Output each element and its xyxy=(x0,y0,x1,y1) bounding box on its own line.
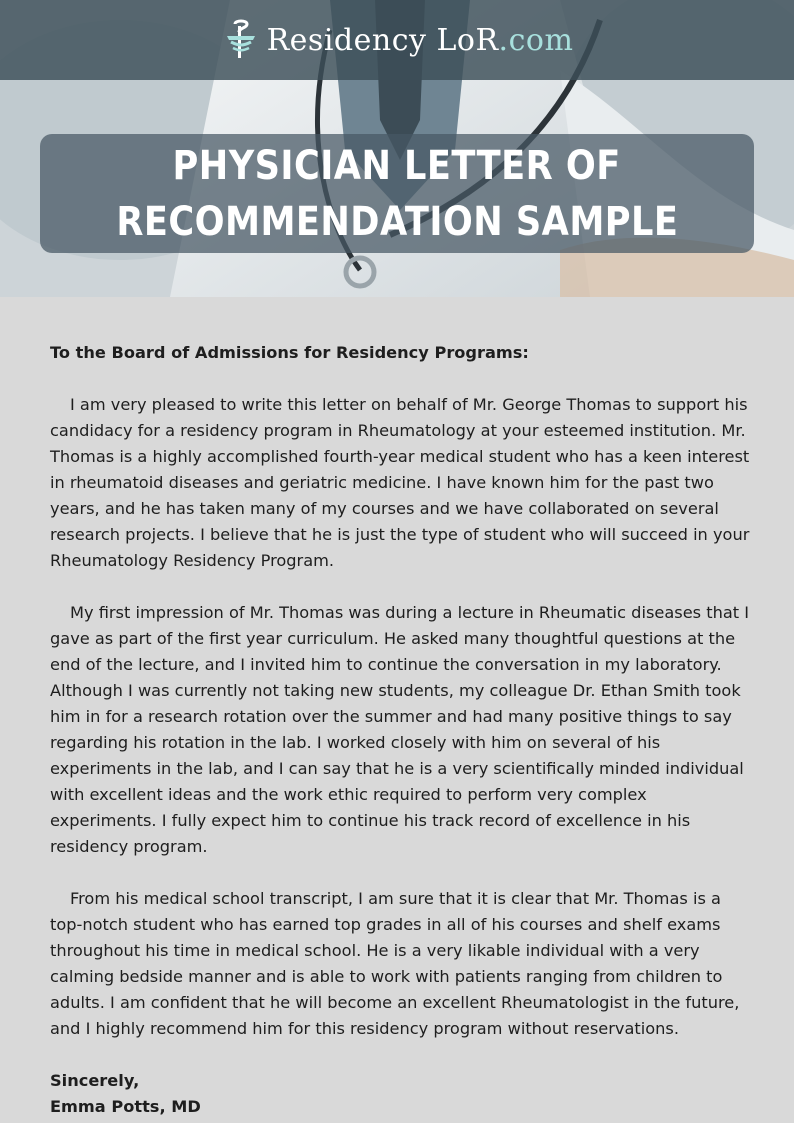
page-title-line-2: RECOMMENDATION SAMPLE xyxy=(115,198,679,245)
caduceus-icon xyxy=(221,18,261,62)
letter-body xyxy=(50,340,750,1120)
paragraph-3: From his medical school transcript, I am sure that it is clear that Mr. Thomas is a top-notch student who has earned top grades in all of his courses and shelf exams throughout his time in medical school. He is a very likable individual with a very calming bedside manner and is able to work with patients ranging from children to adults. I am confident that he will become an excellent Rheumatologist in the future, and I highly recommend him for this residency program without reservations. xyxy=(50,889,740,1038)
logo-suffix: .com xyxy=(498,22,574,58)
signature: Emma Potts, MD xyxy=(50,1097,201,1116)
logo-main: Residency LoR xyxy=(266,22,499,58)
paragraph-1: I am very pleased to write this letter on behalf of Mr. George Thomas to support his candidacy for a residency program in Rheumatology at your esteemed institution. Mr. Thomas is a highly accomplished fourth-year medical student who has a keen interest in rheumatoid diseases and geriatric medicine. I have known him for the past two years, and he has taken many of my courses and we have collaborated on several research projects. I believe that he is just the type of student who will succeed in your Rheumatology Residency Program. xyxy=(50,395,750,570)
page-title-line-1: PHYSICIAN LETTER OF xyxy=(172,142,622,189)
salutation: To the Board of Admissions for Residency Programs: xyxy=(50,343,529,362)
top-bar xyxy=(0,0,794,80)
site-logo[interactable] xyxy=(221,18,574,62)
logo-wordmark xyxy=(267,23,574,58)
header-banner xyxy=(0,0,794,297)
title-box xyxy=(40,134,754,253)
closing: Sincerely, xyxy=(50,1071,140,1090)
paragraph-2: My first impression of Mr. Thomas was during a lecture in Rheumatic diseases that I gave as part of the first year curriculum. He asked many thoughtful questions at the end of the lecture, and I invited him to continue the conversation in my laboratory. Although I was currently not taking new students, my colleague Dr. Ethan Smith took him in for a research rotation over the summer and had many positive things to say regarding his rotation in the lab. I worked closely with him on several of his experiments in the lab, and I can say that he is a very scientifically minded individual with excellent ideas and the work ethic required to perform very complex experiments. I fully expect him to continue his track record of excellence in his residency program. xyxy=(50,603,750,856)
